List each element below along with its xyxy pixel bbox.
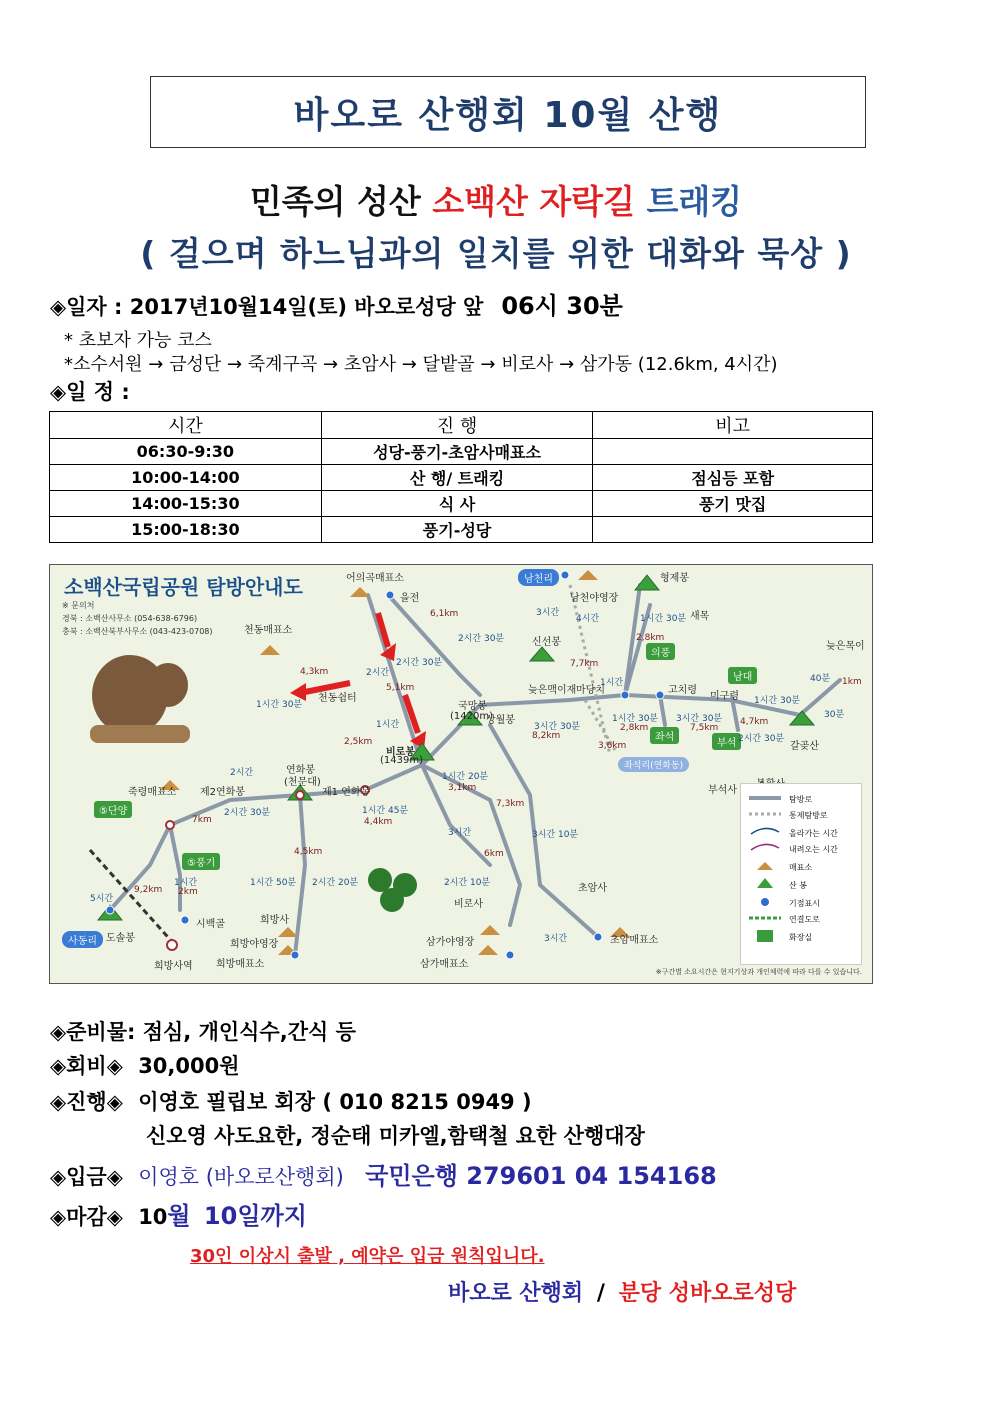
deadline-label: ◈마감◈ (50, 1205, 123, 1229)
table-header: 진 행 (321, 412, 593, 439)
map-time: 4,5km (294, 847, 323, 857)
map-time: 2시간 30분 (396, 658, 443, 668)
map-label: (1439m) (380, 755, 423, 766)
deposit-label: ◈입금◈ (50, 1165, 123, 1189)
table-cell (593, 439, 873, 465)
map-time: 3시간 30분 (676, 714, 723, 724)
map-label: 마당치 (576, 685, 605, 696)
map-title: 소백산국립공원 탐방안내도 (64, 575, 303, 599)
subtitle-prefix: 민족의 성산 (249, 182, 421, 221)
map-label: 제2연화봉 (200, 787, 246, 798)
deposit-account: 국민은행 279601 04 154168 (365, 1162, 717, 1190)
map-time: 3시간 10분 (532, 830, 579, 840)
table-row (50, 491, 873, 517)
map-label: 미구령 (710, 691, 739, 702)
map-time: 1시간 45분 (362, 806, 409, 816)
map-label: 늦은맥이재 (528, 685, 577, 696)
map-label: 희방매표소 (216, 959, 265, 970)
fee-value: 30,000원 (138, 1054, 240, 1078)
legend-item: 산 봉 (789, 881, 807, 890)
map-time: 1시간 (600, 678, 624, 688)
map-time: 4,3km (300, 667, 329, 677)
map-time: 7,3km (496, 799, 525, 809)
map-label: ⑤단양 (94, 801, 132, 818)
contact-title: ※ 문의처 (62, 601, 95, 610)
map-label: 부석 (712, 733, 741, 750)
map-time: 2시간 30분 (738, 734, 785, 744)
course-route: *소수서원 → 금성단 → 죽계구곡 → 초암사 → 달밭골 → 비로사 → 삼가동 (12.6km, 4시간) (64, 354, 778, 375)
map-label: (1420m) (450, 711, 493, 722)
map-footnote: ※구간별 소요시간은 현지기상과 개인체력에 따라 다를 수 있습니다. (655, 968, 862, 976)
map-label: 늦은목이 (826, 641, 865, 652)
footer (448, 1276, 796, 1307)
legend-item: 화장실 (789, 933, 813, 942)
legend-item: 기점표시 (789, 899, 820, 908)
map-label: 새목 (690, 611, 710, 622)
map-time: 2시간 30분 (224, 808, 271, 818)
table-header: 시간 (50, 412, 322, 439)
map-time: 2시간 30분 (458, 634, 505, 644)
fee-line (50, 1050, 240, 1080)
deadline-month-word: 월 (167, 1202, 191, 1230)
map-time: 6km (484, 849, 504, 859)
deadline-line (50, 1196, 307, 1231)
footer-slash: / (596, 1281, 605, 1306)
map-time: 4,7km (740, 717, 769, 727)
map-label: 연화봉 (286, 765, 315, 776)
contact-chungbuk: 충북 : 소백산북부사무소 (043-423-0708) (62, 627, 213, 636)
map-label: 삼가야영장 (426, 937, 475, 948)
subtitle-theme: ( 걸으며 하느님과의 일치를 위한 대화와 묵상 ) (140, 234, 852, 273)
map-label: 사동리 (62, 931, 103, 948)
map-label: 희방사 (260, 915, 289, 926)
table-row (50, 439, 873, 465)
departure-notice: 30인 이상시 출발 , 예약은 입금 원칙입니다. (190, 1246, 545, 1267)
map-label: 죽령매표소 (128, 787, 177, 798)
map-time: 2시간 (366, 668, 390, 678)
map-label: 초암사 (578, 883, 607, 894)
schedule-table (49, 411, 873, 543)
map-label: 상월봉 (486, 715, 515, 726)
map-label: 의풍 (646, 643, 675, 660)
subtitle (0, 176, 992, 223)
title-box (150, 76, 866, 148)
map-time: 2,5km (344, 737, 373, 747)
map-time: 4시간 (576, 614, 600, 624)
map-time: 1시간 (376, 720, 400, 730)
map-label: 남천리 (518, 569, 559, 586)
map-time: 5,1km (386, 683, 415, 693)
supplies-text: ◈준비물: 점심, 개인식수,간식 등 (50, 1020, 356, 1044)
map-label: 천동쉼터 (318, 693, 357, 704)
map-label: 좌석 (650, 727, 679, 744)
table-row (50, 517, 873, 543)
table-header: 비고 (593, 412, 873, 439)
table-cell: 15:00-18:30 (50, 517, 322, 543)
table-header-row (50, 412, 873, 439)
map-label: 국망봉 (458, 701, 487, 712)
map-label: 좌석리(연화동) (618, 757, 689, 772)
map-time: 7,7km (570, 659, 599, 669)
map-label: ⑤풍기 (182, 853, 220, 870)
map-label: 갈곶산 (790, 741, 819, 752)
map-time: 1시간 30분 (640, 614, 687, 624)
map-time: 3시간 (536, 608, 560, 618)
map-time: 1시간 50분 (250, 878, 297, 888)
map-time: 3,1km (448, 783, 477, 793)
table-row (50, 465, 873, 491)
staff-value: 신오영 사도요한, 정순태 미카엘,함택철 요한 산행대장 (146, 1124, 645, 1148)
staff-line (146, 1120, 645, 1150)
date-line (50, 286, 623, 321)
table-cell: 풍기-성당 (321, 517, 593, 543)
table-cell: 식 사 (321, 491, 593, 517)
legend-item: 내려오는 시간 (789, 845, 838, 854)
leader-value: 이영호 필립보 회장 ( 010 8215 0949 ) (138, 1090, 532, 1114)
legend-item: 연결도로 (789, 915, 820, 924)
map-label: 남대 (728, 667, 757, 684)
map-label: 을전 (400, 593, 420, 604)
map-time: 3시간 (544, 934, 568, 944)
map-time: 1시간 30분 (612, 714, 659, 724)
map-time: 3시간 (448, 828, 472, 838)
map-time: 1시간 30분 (754, 696, 801, 706)
map-label: 제1 연화봉 (322, 787, 371, 798)
map-label: 희방야영장 (230, 939, 279, 950)
departure-time: 06시 30분 (501, 292, 623, 320)
map-time: 7km (192, 815, 212, 825)
table-cell (593, 517, 873, 543)
map-label: 초암매표소 (610, 935, 659, 946)
map-label: 어의곡매표소 (346, 573, 404, 584)
map-time: 1시간 20분 (442, 772, 489, 782)
subtitle-highlight: 소백산 자락길 (432, 182, 635, 221)
map-label: 비로사 (454, 899, 483, 910)
table-cell: 성당-풍기-초암사매표소 (321, 439, 593, 465)
deadline-month-number: 10 (138, 1205, 168, 1229)
legend-item: 매표소 (789, 863, 813, 872)
trail-map (49, 564, 873, 984)
footer-club: 바오로 산행회 (448, 1281, 584, 1306)
leader-label: ◈진행◈ (50, 1090, 123, 1114)
map-label: 시백골 (196, 919, 225, 930)
map-contact (62, 599, 213, 638)
map-time: 3,6km (598, 741, 627, 751)
map-legend (740, 783, 862, 965)
map-time: 8,2km (532, 731, 561, 741)
map-time: 7,5km (690, 723, 719, 733)
page-title: 바오로 산행회 10월 산행 (293, 94, 723, 136)
map-time: 2시간 (230, 768, 254, 778)
map-label: 형제봉 (660, 573, 689, 584)
supplies-line (50, 1016, 356, 1046)
footer-church: 분당 성바오로성당 (618, 1281, 797, 1306)
map-time: 2,8km (636, 633, 665, 643)
deposit-line (50, 1156, 717, 1191)
beginner-note: * 초보자 가능 코스 (64, 330, 212, 351)
map-label: 희방사역 (154, 961, 193, 972)
map-time: 5시간 (90, 894, 114, 904)
map-time: 6,1km (430, 609, 459, 619)
map-label: 남천야영장 (570, 593, 619, 604)
map-time: 2km (178, 887, 198, 897)
map-time: 1시간 (174, 878, 198, 888)
table-cell: 10:00-14:00 (50, 465, 322, 491)
map-label: 천동매표소 (244, 625, 293, 636)
table-cell: 06:30-9:30 (50, 439, 322, 465)
map-time: 1시간 30분 (256, 700, 303, 710)
map-time: 2,8km (620, 723, 649, 733)
map-label: (천문대) (284, 777, 321, 788)
map-label: 삼가매표소 (420, 959, 469, 970)
map-time: 9,2km (134, 885, 163, 895)
deadline-day: 10일까지 (203, 1202, 307, 1230)
contact-gyeongbuk: 경북 : 소백산사무소 (054-638-6796) (62, 614, 198, 623)
legend-item: 통제탐방로 (789, 811, 828, 820)
map-time: 2시간 10분 (444, 878, 491, 888)
table-cell: 14:00-15:30 (50, 491, 322, 517)
map-time: 4,4km (364, 817, 393, 827)
map-time: 30분 (824, 710, 845, 720)
leader-line (50, 1086, 532, 1116)
schedule-label: ◈일 정 : (50, 380, 130, 404)
map-label: 도솔봉 (106, 933, 135, 944)
legend-item: 올라가는 시간 (789, 829, 838, 838)
map-time: 3시간 30분 (534, 722, 581, 732)
map-time: 40분 (810, 674, 831, 684)
date-label: ◈일자 : 2017년10월14일(토) 바오로성당 앞 (50, 295, 484, 319)
map-time: 1km (842, 677, 862, 687)
table-cell: 점심등 포함 (593, 465, 873, 491)
map-label: 고치령 (668, 685, 697, 696)
map-time: 2시간 20분 (312, 878, 359, 888)
map-label: 부석사 (708, 785, 737, 796)
fee-label: ◈회비◈ (50, 1054, 123, 1078)
subtitle-suffix: 트래킹 (646, 182, 743, 221)
table-cell: 산 행/ 트래킹 (321, 465, 593, 491)
map-label: 비로봉 (386, 747, 415, 758)
map-label: 신선봉 (532, 637, 561, 648)
legend-item: 탐방로 (789, 795, 813, 804)
table-cell: 풍기 맛집 (593, 491, 873, 517)
deposit-name: 이영호 (바오로산행회) (138, 1165, 344, 1189)
